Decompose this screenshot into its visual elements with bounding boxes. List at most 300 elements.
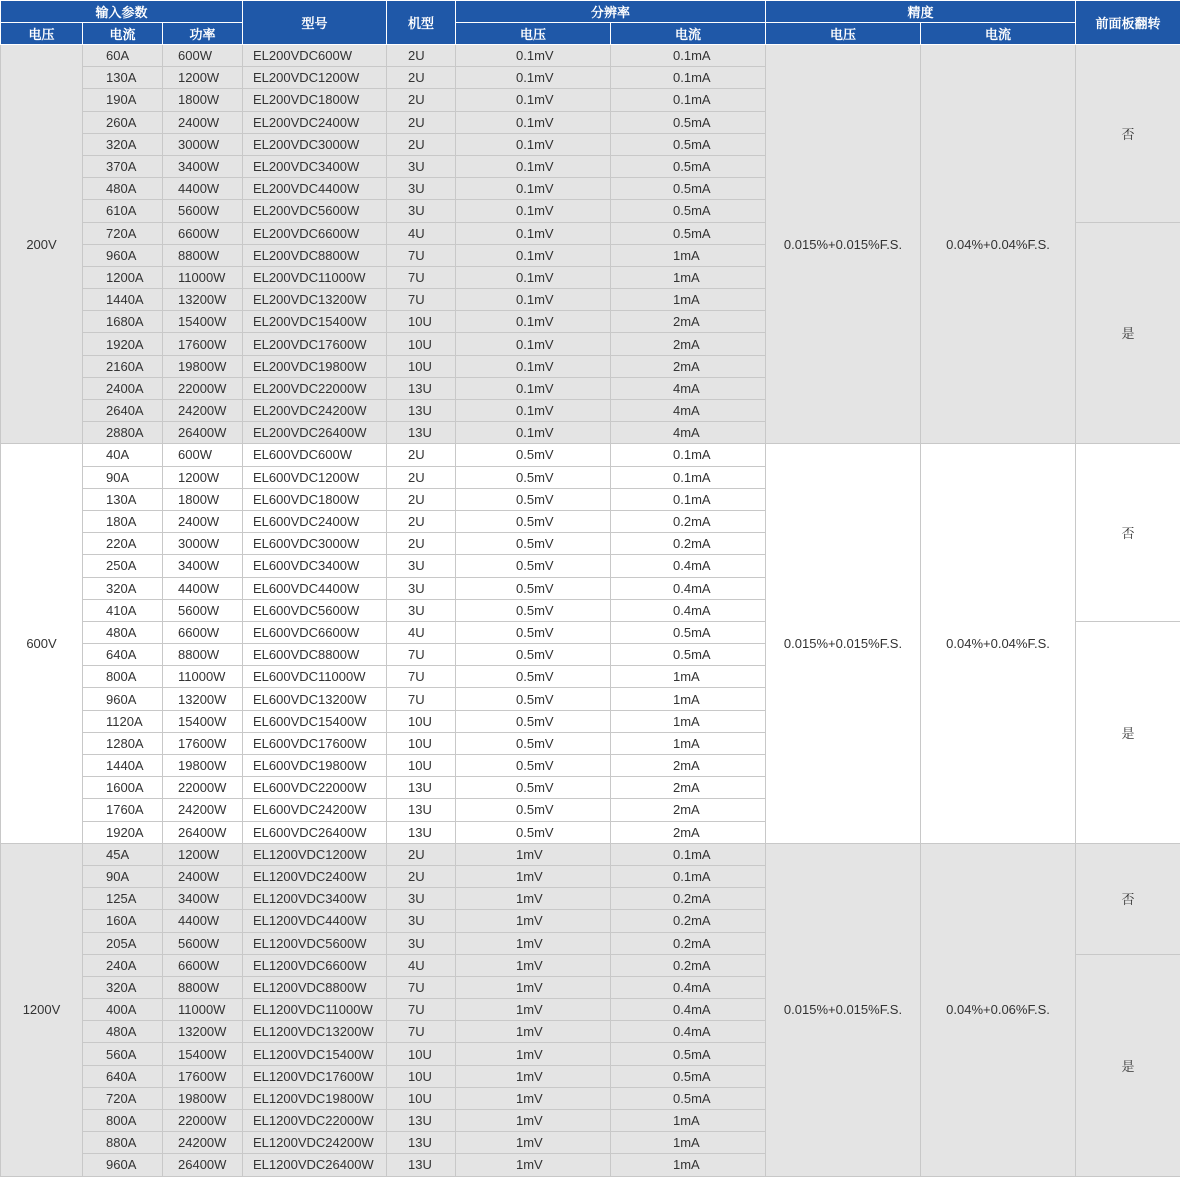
cell-model: EL600VDC1200W [243,466,387,488]
cell-model: EL1200VDC3400W [243,888,387,910]
cell-chassis: 3U [387,200,456,222]
cell-res-current: 1mA [611,688,766,710]
cell-power: 8800W [163,644,243,666]
cell-res-current: 0.1mA [611,466,766,488]
cell-current: 400A [83,999,163,1021]
cell-res-current: 0.2mA [611,533,766,555]
cell-power: 2400W [163,111,243,133]
cell-res-voltage: 1mV [456,843,611,865]
cell-res-current: 4mA [611,400,766,422]
cell-model: EL1200VDC24200W [243,1132,387,1154]
header-resolution: 分辨率 [456,1,766,23]
cell-power: 15400W [163,311,243,333]
cell-current: 205A [83,932,163,954]
cell-model: EL600VDC3000W [243,533,387,555]
cell-chassis: 10U [387,755,456,777]
cell-power: 24200W [163,1132,243,1154]
cell-front-flip: 否 [1076,45,1180,223]
cell-chassis: 2U [387,533,456,555]
cell-chassis: 10U [387,1043,456,1065]
cell-res-current: 0.1mA [611,488,766,510]
cell-res-voltage: 1mV [456,910,611,932]
cell-chassis: 13U [387,777,456,799]
cell-res-voltage: 0.5mV [456,777,611,799]
cell-current: 1600A [83,777,163,799]
cell-power: 8800W [163,244,243,266]
cell-res-current: 0.2mA [611,910,766,932]
cell-res-current: 2mA [611,355,766,377]
cell-res-current: 0.5mA [611,621,766,643]
cell-res-current: 2mA [611,333,766,355]
cell-res-voltage: 0.1mV [456,244,611,266]
cell-power: 8800W [163,976,243,998]
cell-res-current: 1mA [611,666,766,688]
cell-chassis: 7U [387,644,456,666]
cell-current: 480A [83,1021,163,1043]
cell-res-current: 4mA [611,422,766,444]
cell-power: 4400W [163,910,243,932]
cell-model: EL1200VDC2400W [243,865,387,887]
cell-power: 17600W [163,1065,243,1087]
cell-accuracy-current: 0.04%+0.04%F.S. [921,444,1076,843]
cell-power: 2400W [163,865,243,887]
cell-chassis: 4U [387,222,456,244]
cell-res-voltage: 0.5mV [456,444,611,466]
cell-accuracy-current: 0.04%+0.06%F.S. [921,843,1076,1176]
header-res-current: 电流 [611,23,766,45]
header-current: 电流 [83,23,163,45]
cell-res-voltage: 0.1mV [456,422,611,444]
cell-model: EL200VDC1200W [243,67,387,89]
cell-model: EL200VDC26400W [243,422,387,444]
cell-model: EL1200VDC6600W [243,954,387,976]
cell-res-current: 2mA [611,777,766,799]
cell-chassis: 7U [387,688,456,710]
cell-power: 17600W [163,732,243,754]
cell-res-current: 4mA [611,377,766,399]
cell-current: 240A [83,954,163,976]
cell-model: EL1200VDC22000W [243,1110,387,1132]
table-row [1,45,1180,67]
cell-group-voltage: 1200V [1,843,83,1176]
cell-res-voltage: 0.5mV [456,821,611,843]
cell-chassis: 13U [387,821,456,843]
cell-res-voltage: 1mV [456,976,611,998]
cell-current: 640A [83,644,163,666]
cell-res-current: 0.4mA [611,577,766,599]
cell-chassis: 2U [387,67,456,89]
cell-current: 960A [83,244,163,266]
cell-res-current: 0.2mA [611,510,766,532]
cell-power: 4400W [163,178,243,200]
header-model: 型号 [243,1,387,45]
cell-res-current: 2mA [611,311,766,333]
cell-res-voltage: 1mV [456,1154,611,1176]
cell-model: EL1200VDC13200W [243,1021,387,1043]
cell-res-voltage: 0.1mV [456,89,611,111]
cell-model: EL600VDC4400W [243,577,387,599]
cell-res-voltage: 1mV [456,1043,611,1065]
cell-current: 2640A [83,400,163,422]
cell-power: 3000W [163,133,243,155]
cell-chassis: 10U [387,1065,456,1087]
cell-power: 13200W [163,1021,243,1043]
cell-chassis: 13U [387,1132,456,1154]
header-acc-current: 电流 [921,23,1076,45]
cell-model: EL600VDC17600W [243,732,387,754]
table-row [1,444,1180,466]
cell-current: 1440A [83,289,163,311]
cell-chassis: 3U [387,932,456,954]
cell-res-current: 0.2mA [611,954,766,976]
cell-res-current: 0.1mA [611,865,766,887]
cell-chassis: 7U [387,244,456,266]
cell-chassis: 10U [387,1087,456,1109]
header-input-params: 输入参数 [1,1,243,23]
cell-model: EL1200VDC4400W [243,910,387,932]
cell-res-current: 0.5mA [611,1065,766,1087]
header-accuracy: 精度 [766,1,1076,23]
cell-res-voltage: 0.5mV [456,599,611,621]
cell-current: 960A [83,1154,163,1176]
cell-res-voltage: 0.1mV [456,178,611,200]
cell-res-current: 0.5mA [611,222,766,244]
cell-res-voltage: 1mV [456,1132,611,1154]
cell-current: 1920A [83,333,163,355]
header-voltage: 电压 [1,23,83,45]
cell-res-current: 0.2mA [611,932,766,954]
cell-power: 6600W [163,222,243,244]
cell-power: 19800W [163,1087,243,1109]
cell-model: EL600VDC2400W [243,510,387,532]
cell-chassis: 3U [387,178,456,200]
cell-current: 410A [83,599,163,621]
cell-chassis: 10U [387,732,456,754]
cell-model: EL200VDC11000W [243,266,387,288]
cell-power: 19800W [163,355,243,377]
cell-res-voltage: 0.1mV [456,45,611,67]
cell-model: EL1200VDC15400W [243,1043,387,1065]
cell-model: EL200VDC15400W [243,311,387,333]
cell-current: 720A [83,222,163,244]
cell-power: 3000W [163,533,243,555]
cell-power: 11000W [163,266,243,288]
cell-power: 26400W [163,1154,243,1176]
cell-chassis: 3U [387,910,456,932]
cell-res-voltage: 1mV [456,1021,611,1043]
cell-power: 1200W [163,466,243,488]
cell-current: 90A [83,466,163,488]
cell-res-voltage: 0.1mV [456,133,611,155]
cell-power: 3400W [163,888,243,910]
cell-current: 720A [83,1087,163,1109]
cell-chassis: 2U [387,133,456,155]
cell-front-flip: 是 [1076,621,1180,843]
cell-current: 960A [83,688,163,710]
cell-power: 26400W [163,821,243,843]
cell-res-current: 1mA [611,732,766,754]
cell-accuracy-voltage: 0.015%+0.015%F.S. [766,843,921,1176]
table-body [1,45,1180,1177]
cell-res-voltage: 1mV [456,1110,611,1132]
cell-res-voltage: 0.5mV [456,688,611,710]
cell-current: 260A [83,111,163,133]
cell-current: 45A [83,843,163,865]
header-res-voltage: 电压 [456,23,611,45]
cell-res-voltage: 0.5mV [456,555,611,577]
table-header [1,1,1180,45]
cell-model: EL200VDC3000W [243,133,387,155]
cell-model: EL600VDC3400W [243,555,387,577]
cell-chassis: 7U [387,1021,456,1043]
cell-chassis: 7U [387,666,456,688]
cell-model: EL600VDC24200W [243,799,387,821]
cell-model: EL600VDC13200W [243,688,387,710]
cell-model: EL1200VDC1200W [243,843,387,865]
cell-power: 11000W [163,666,243,688]
cell-model: EL200VDC22000W [243,377,387,399]
cell-res-current: 0.5mA [611,155,766,177]
cell-front-flip: 是 [1076,222,1180,444]
cell-chassis: 13U [387,377,456,399]
cell-res-current: 0.1mA [611,444,766,466]
cell-res-voltage: 0.5mV [456,710,611,732]
header-front-flip: 前面板翻转 [1076,1,1180,45]
cell-res-current: 0.5mA [611,133,766,155]
header-power: 功率 [163,23,243,45]
cell-accuracy-voltage: 0.015%+0.015%F.S. [766,45,921,444]
cell-current: 2400A [83,377,163,399]
header-row-2 [1,23,1180,45]
cell-current: 800A [83,666,163,688]
cell-chassis: 2U [387,488,456,510]
cell-chassis: 13U [387,799,456,821]
cell-res-voltage: 0.1mV [456,400,611,422]
cell-model: EL600VDC1800W [243,488,387,510]
cell-res-voltage: 0.5mV [456,488,611,510]
cell-res-current: 0.5mA [611,1043,766,1065]
cell-res-voltage: 1mV [456,865,611,887]
cell-model: EL1200VDC19800W [243,1087,387,1109]
cell-res-current: 0.4mA [611,555,766,577]
cell-res-voltage: 1mV [456,1087,611,1109]
cell-res-voltage: 0.5mV [456,755,611,777]
cell-model: EL1200VDC5600W [243,932,387,954]
cell-current: 220A [83,533,163,555]
cell-current: 160A [83,910,163,932]
cell-current: 130A [83,488,163,510]
cell-res-voltage: 0.1mV [456,333,611,355]
cell-res-voltage: 0.5mV [456,644,611,666]
cell-res-voltage: 1mV [456,1065,611,1087]
cell-power: 19800W [163,755,243,777]
cell-res-voltage: 0.5mV [456,666,611,688]
cell-res-voltage: 0.1mV [456,355,611,377]
cell-chassis: 3U [387,155,456,177]
cell-res-current: 2mA [611,821,766,843]
cell-chassis: 7U [387,976,456,998]
cell-model: EL600VDC15400W [243,710,387,732]
cell-front-flip: 否 [1076,843,1180,954]
cell-model: EL200VDC2400W [243,111,387,133]
cell-current: 250A [83,555,163,577]
cell-current: 1760A [83,799,163,821]
cell-res-current: 1mA [611,266,766,288]
cell-model: EL1200VDC11000W [243,999,387,1021]
cell-model: EL600VDC8800W [243,644,387,666]
cell-front-flip: 是 [1076,954,1180,1176]
cell-chassis: 2U [387,843,456,865]
cell-chassis: 2U [387,466,456,488]
cell-model: EL200VDC17600W [243,333,387,355]
cell-current: 610A [83,200,163,222]
cell-res-current: 0.4mA [611,976,766,998]
cell-chassis: 10U [387,333,456,355]
cell-model: EL600VDC600W [243,444,387,466]
header-acc-voltage: 电压 [766,23,921,45]
cell-model: EL600VDC22000W [243,777,387,799]
cell-res-voltage: 0.1mV [456,200,611,222]
cell-res-voltage: 1mV [456,999,611,1021]
cell-accuracy-voltage: 0.015%+0.015%F.S. [766,444,921,843]
cell-res-voltage: 0.5mV [456,799,611,821]
cell-current: 480A [83,178,163,200]
cell-res-voltage: 0.1mV [456,222,611,244]
cell-res-current: 0.5mA [611,178,766,200]
cell-res-current: 0.4mA [611,599,766,621]
cell-power: 15400W [163,1043,243,1065]
cell-chassis: 13U [387,400,456,422]
cell-model: EL200VDC8800W [243,244,387,266]
cell-chassis: 4U [387,621,456,643]
cell-current: 370A [83,155,163,177]
cell-res-voltage: 1mV [456,932,611,954]
cell-res-voltage: 0.5mV [456,466,611,488]
cell-res-voltage: 0.1mV [456,111,611,133]
cell-model: EL200VDC3400W [243,155,387,177]
cell-res-voltage: 0.1mV [456,266,611,288]
cell-res-current: 0.1mA [611,67,766,89]
cell-power: 1200W [163,843,243,865]
cell-current: 480A [83,621,163,643]
cell-power: 22000W [163,777,243,799]
cell-model: EL600VDC5600W [243,599,387,621]
cell-res-voltage: 0.5mV [456,510,611,532]
cell-res-current: 0.5mA [611,200,766,222]
cell-current: 2160A [83,355,163,377]
cell-res-current: 2mA [611,799,766,821]
cell-chassis: 7U [387,266,456,288]
cell-chassis: 2U [387,111,456,133]
cell-current: 1200A [83,266,163,288]
cell-power: 26400W [163,422,243,444]
cell-power: 4400W [163,577,243,599]
cell-chassis: 3U [387,599,456,621]
cell-power: 22000W [163,1110,243,1132]
cell-res-voltage: 1mV [456,888,611,910]
cell-model: EL600VDC11000W [243,666,387,688]
cell-chassis: 2U [387,865,456,887]
cell-front-flip: 否 [1076,444,1180,622]
cell-model: EL200VDC5600W [243,200,387,222]
cell-chassis: 7U [387,999,456,1021]
cell-power: 11000W [163,999,243,1021]
cell-current: 640A [83,1065,163,1087]
cell-chassis: 10U [387,710,456,732]
cell-res-voltage: 0.5mV [456,732,611,754]
cell-res-current: 2mA [611,755,766,777]
cell-current: 40A [83,444,163,466]
cell-res-current: 0.1mA [611,89,766,111]
cell-group-voltage: 600V [1,444,83,843]
cell-power: 1800W [163,488,243,510]
cell-model: EL200VDC24200W [243,400,387,422]
cell-power: 17600W [163,333,243,355]
cell-model: EL600VDC6600W [243,621,387,643]
cell-res-voltage: 0.5mV [456,621,611,643]
cell-current: 2880A [83,422,163,444]
cell-res-voltage: 1mV [456,954,611,976]
cell-res-voltage: 0.5mV [456,577,611,599]
cell-power: 24200W [163,400,243,422]
cell-current: 190A [83,89,163,111]
cell-current: 180A [83,510,163,532]
table-row [1,843,1180,865]
header-row-1 [1,1,1180,23]
cell-current: 60A [83,45,163,67]
cell-res-voltage: 0.1mV [456,155,611,177]
cell-res-current: 0.4mA [611,1021,766,1043]
cell-chassis: 3U [387,577,456,599]
cell-current: 800A [83,1110,163,1132]
cell-power: 24200W [163,799,243,821]
cell-chassis: 7U [387,289,456,311]
cell-power: 13200W [163,688,243,710]
cell-res-current: 0.5mA [611,1087,766,1109]
cell-chassis: 2U [387,89,456,111]
cell-model: EL200VDC600W [243,45,387,67]
cell-group-voltage: 200V [1,45,83,444]
cell-power: 6600W [163,621,243,643]
cell-model: EL200VDC6600W [243,222,387,244]
cell-power: 15400W [163,710,243,732]
cell-model: EL600VDC26400W [243,821,387,843]
cell-res-current: 0.5mA [611,644,766,666]
cell-model: EL1200VDC17600W [243,1065,387,1087]
cell-current: 1680A [83,311,163,333]
cell-res-current: 1mA [611,1132,766,1154]
cell-chassis: 10U [387,355,456,377]
cell-power: 13200W [163,289,243,311]
cell-current: 130A [83,67,163,89]
cell-res-current: 0.1mA [611,45,766,67]
cell-current: 320A [83,976,163,998]
cell-chassis: 10U [387,311,456,333]
cell-current: 880A [83,1132,163,1154]
cell-res-voltage: 0.1mV [456,311,611,333]
cell-power: 3400W [163,555,243,577]
cell-chassis: 13U [387,1154,456,1176]
cell-res-current: 1mA [611,1154,766,1176]
cell-res-current: 0.1mA [611,843,766,865]
cell-power: 6600W [163,954,243,976]
cell-model: EL200VDC13200W [243,289,387,311]
cell-res-current: 1mA [611,1110,766,1132]
cell-power: 600W [163,45,243,67]
cell-res-current: 0.5mA [611,111,766,133]
cell-res-current: 1mA [611,289,766,311]
cell-power: 3400W [163,155,243,177]
